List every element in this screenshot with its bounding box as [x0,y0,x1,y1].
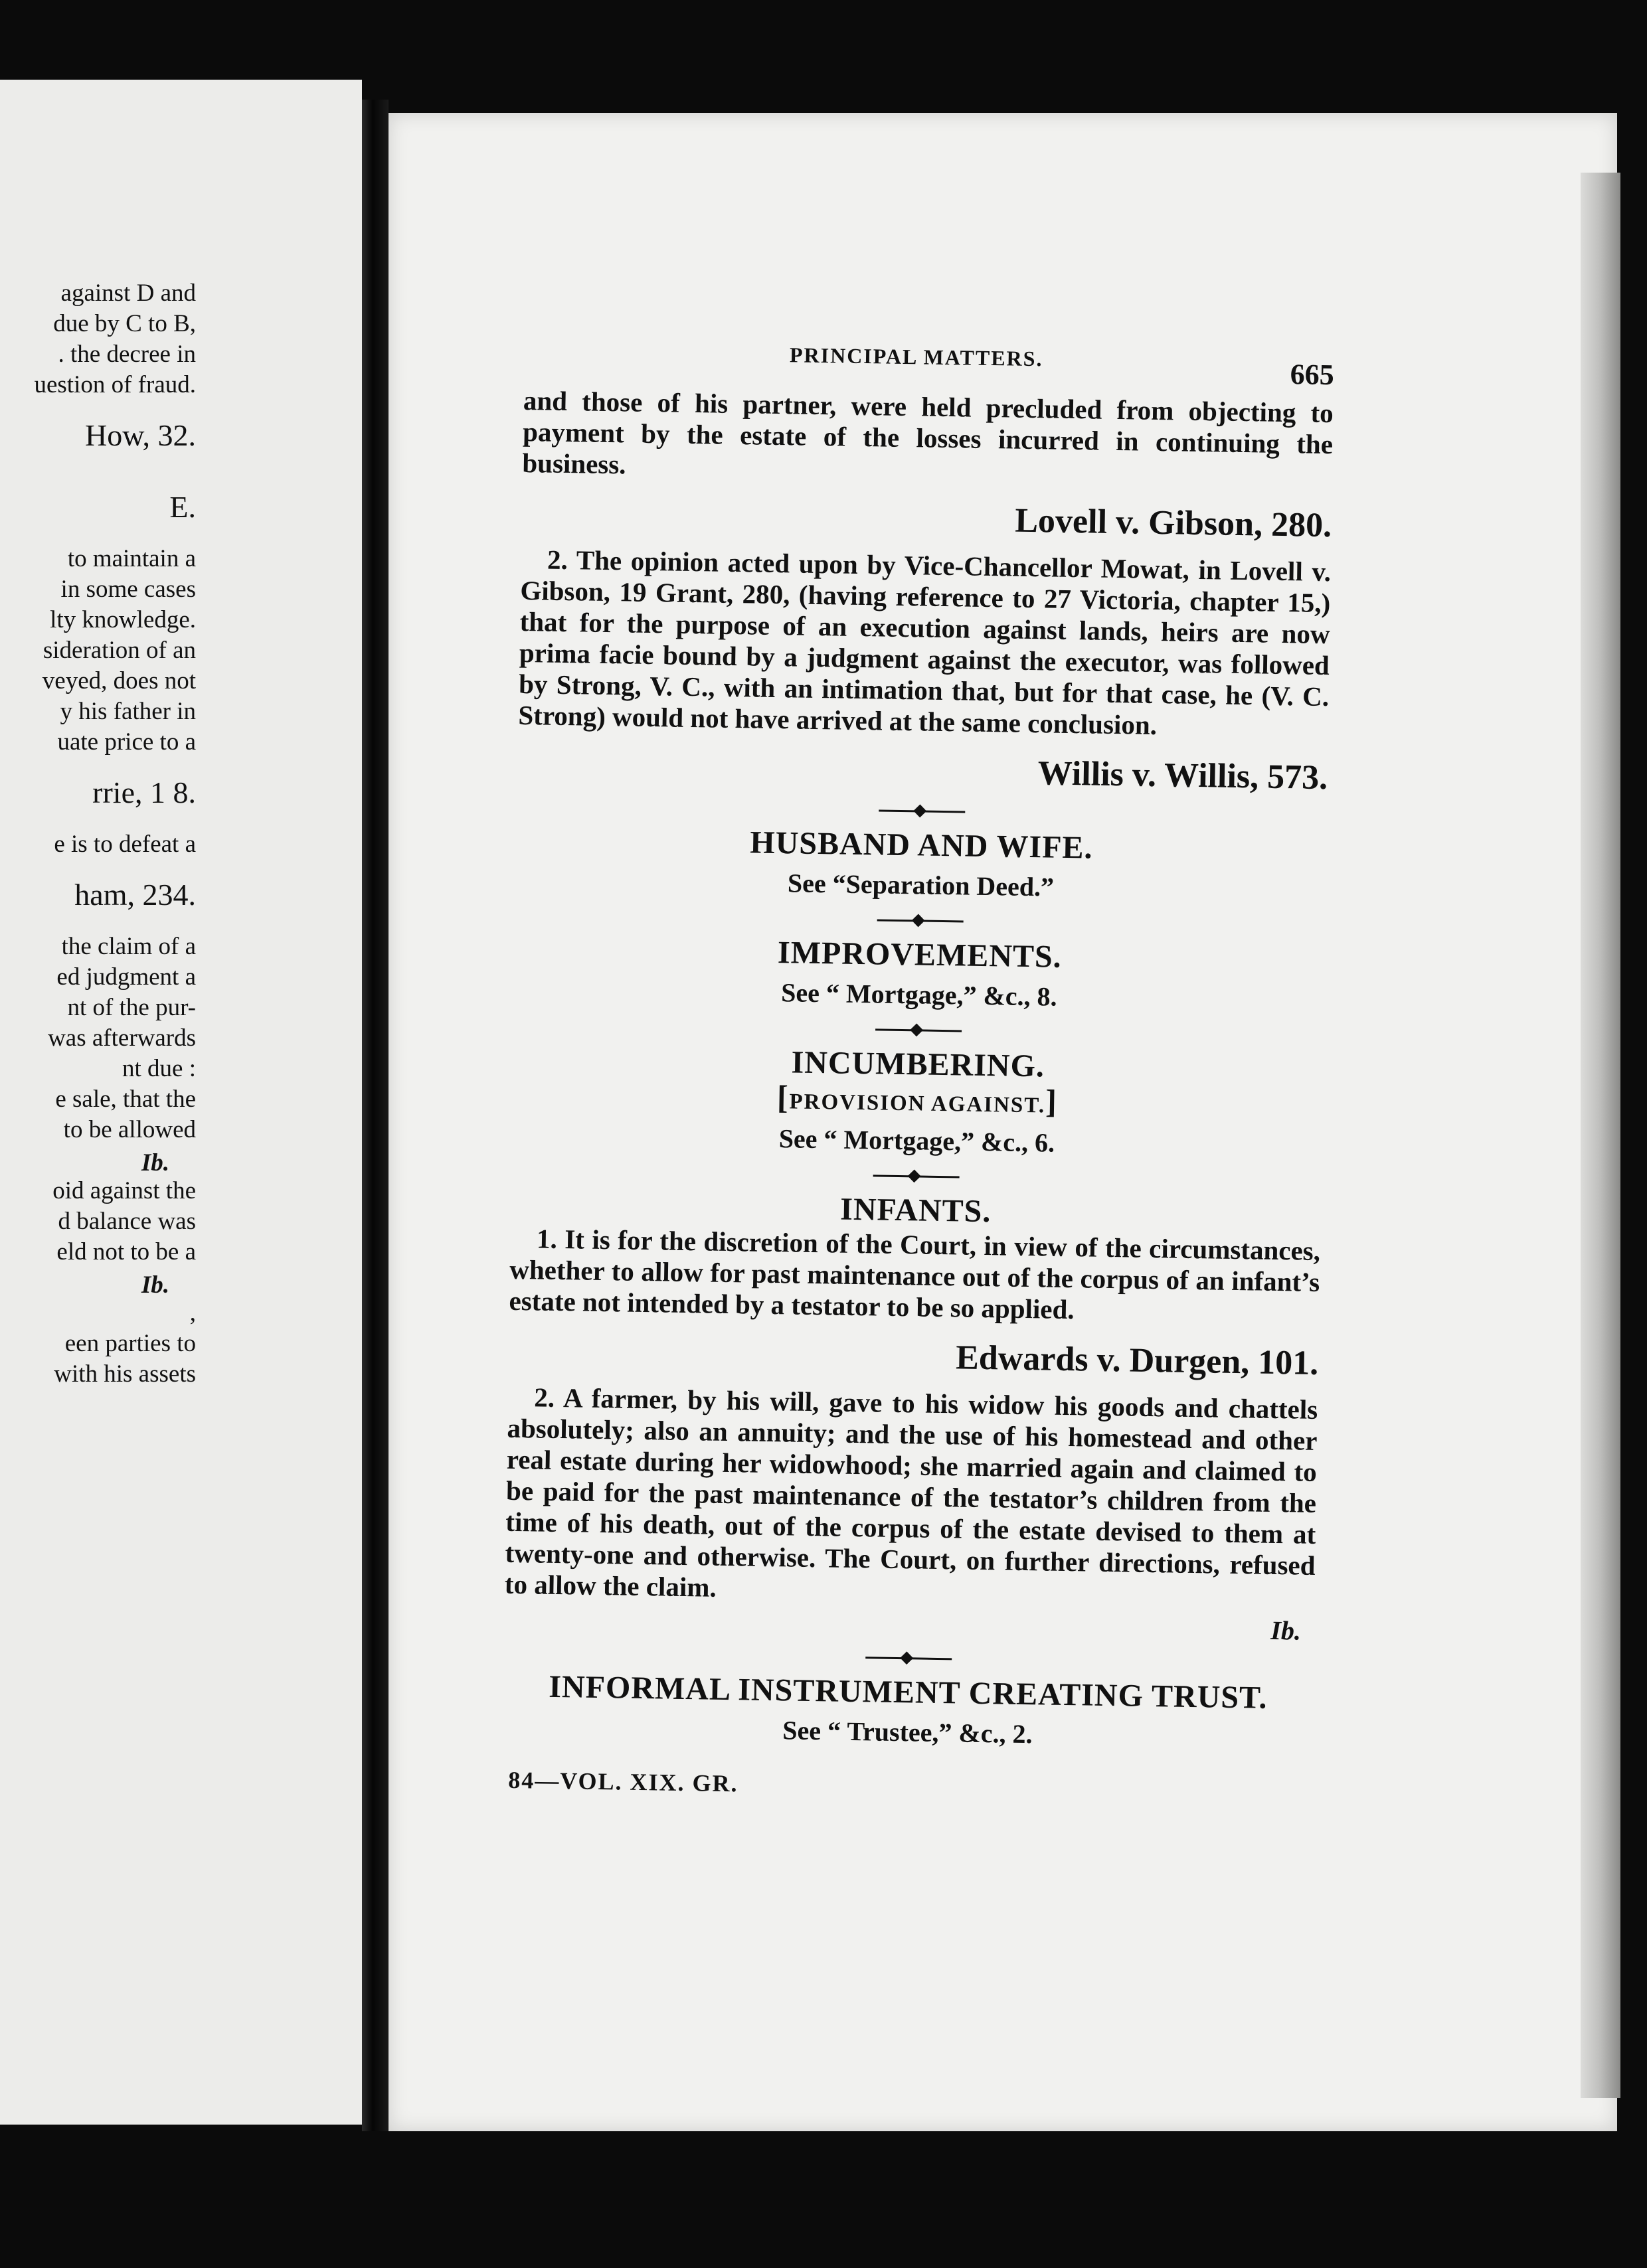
left-page-line: in some cases [60,576,196,603]
left-page-line: was afterwards [48,1024,196,1052]
left-page-line: e sale, that the [55,1086,196,1113]
cross-reference: See “ Mortgage,” &c., 6. [778,1123,1055,1158]
section-heading-husband: HUSBAND AND WIFE. [749,825,1093,866]
section-divider [875,1028,962,1032]
left-page-line: ed judgment a [56,963,196,991]
left-page-line: with his assets [54,1360,196,1388]
page-number: 665 [1290,358,1335,392]
left-page-line: against D and [60,280,196,307]
book-gutter [362,100,389,2131]
left-page-line: . the decree in [58,341,196,368]
section-heading-improvements: IMPROVEMENTS. [777,935,1063,975]
left-page-line: to maintain a [67,545,196,572]
left-page-line: How, 32. [85,418,196,452]
left-page-line: eld not to be a [56,1238,196,1265]
cross-reference: See “ Mortgage,” &c., 8. [780,977,1057,1012]
running-title: PRINCIPAL MATTERS. [789,343,1043,371]
ibid-reference: Ib. [1270,1615,1302,1646]
left-page-line: veyed, does not [42,667,196,694]
left-page-line: y his father in [60,698,196,725]
subheading-text: PROVISION AGAINST. [789,1090,1046,1118]
case-citation: Willis v. Willis, 573. [1037,754,1328,797]
left-page-line: oid against the [52,1177,196,1204]
left-page-line: een parties to [64,1330,196,1357]
left-page-line: lty knowledge. [50,606,196,633]
section-heading-incumbering: INCUMBERING. [791,1044,1045,1084]
left-page-line: the claim of a [61,933,196,960]
section-divider [877,919,964,922]
section-divider [879,809,965,813]
continued-paragraph: and those of his partner, were held precluded from objecting to payment by the estate of the losses incurred in continuing the business. [522,384,1334,480]
running-head [523,312,1335,398]
page-content [501,312,1335,1807]
paragraph: 1. It is for the discretion of the Court, in view of the circumstances, whether to allow for past maintenance out of the corpus of an infant’s estate not intended by a testator to be so applied. [509,1223,1321,1325]
left-page-line: to be allowed [63,1116,196,1143]
left-page-line: due by C to B, [53,310,196,337]
left-page-line: nt due : [122,1055,196,1082]
section-divider [865,1657,952,1660]
case-citation: Lovell v. Gibson, 280. [1014,501,1332,545]
left-page-line: , [189,1299,196,1327]
left-page-line: uate price to a [57,728,196,756]
cross-reference: See “ Trustee,” &c., 2. [782,1715,1033,1749]
case-citation: Edwards v. Durgen, 101. [955,1338,1319,1382]
left-page-line: ham, 234. [74,878,196,912]
left-page-line: uestion of fraud. [34,371,196,398]
cross-reference: See “Separation Deed.” [787,868,1055,902]
left-facing-page [0,80,362,2125]
left-page-line: sideration of an [43,637,196,664]
left-page-line: E. [169,490,196,524]
left-page-line: e is to defeat a [54,831,196,858]
subheading: [PROVISION AGAINST.] [776,1078,1059,1120]
section-divider [873,1174,960,1178]
paragraph: 2. The opinion acted upon by Vice-Chancellor Mowat, in Lovell v. Gibson, 19 Grant, 280, (having reference to 27 Victoria, chapter 15,) that for the purpose of an execution against lands, heirs are now prima facie bound by a judgment against the executor, was followed by Strong, V. C., with an intimation that, but for that case, he (V. C. Strong) would not have arrived at the same conclusion. [518,544,1332,741]
signature-mark: 84—VOL. XIX. GR. [507,1766,738,1797]
left-page-line: Ib. [141,1271,169,1299]
paragraph: 2. A farmer, by his will, gave to his widow his goods and chattels absolutely; also an annuity; and the use of his homestead and other real estate during her widowhood; she married again and claimed to be paid for the past maintenance of the testator’s children from the time of his death, out of the corpus of the estate devised to them at twenty-one and otherwise. The Court, on further directions, refused to allow the claim. [504,1382,1318,1603]
page-edge [1581,173,1620,2098]
section-heading-informal: INFORMAL INSTRUMENT CREATING TRUST. [548,1668,1268,1716]
left-page-line: nt of the pur- [67,994,196,1021]
left-page-line: d balance was [58,1208,196,1235]
left-page-line: rrie, 1 8. [92,775,196,809]
section-heading-infants: INFANTS. [839,1191,992,1230]
left-page-line: Ib. [141,1149,169,1176]
